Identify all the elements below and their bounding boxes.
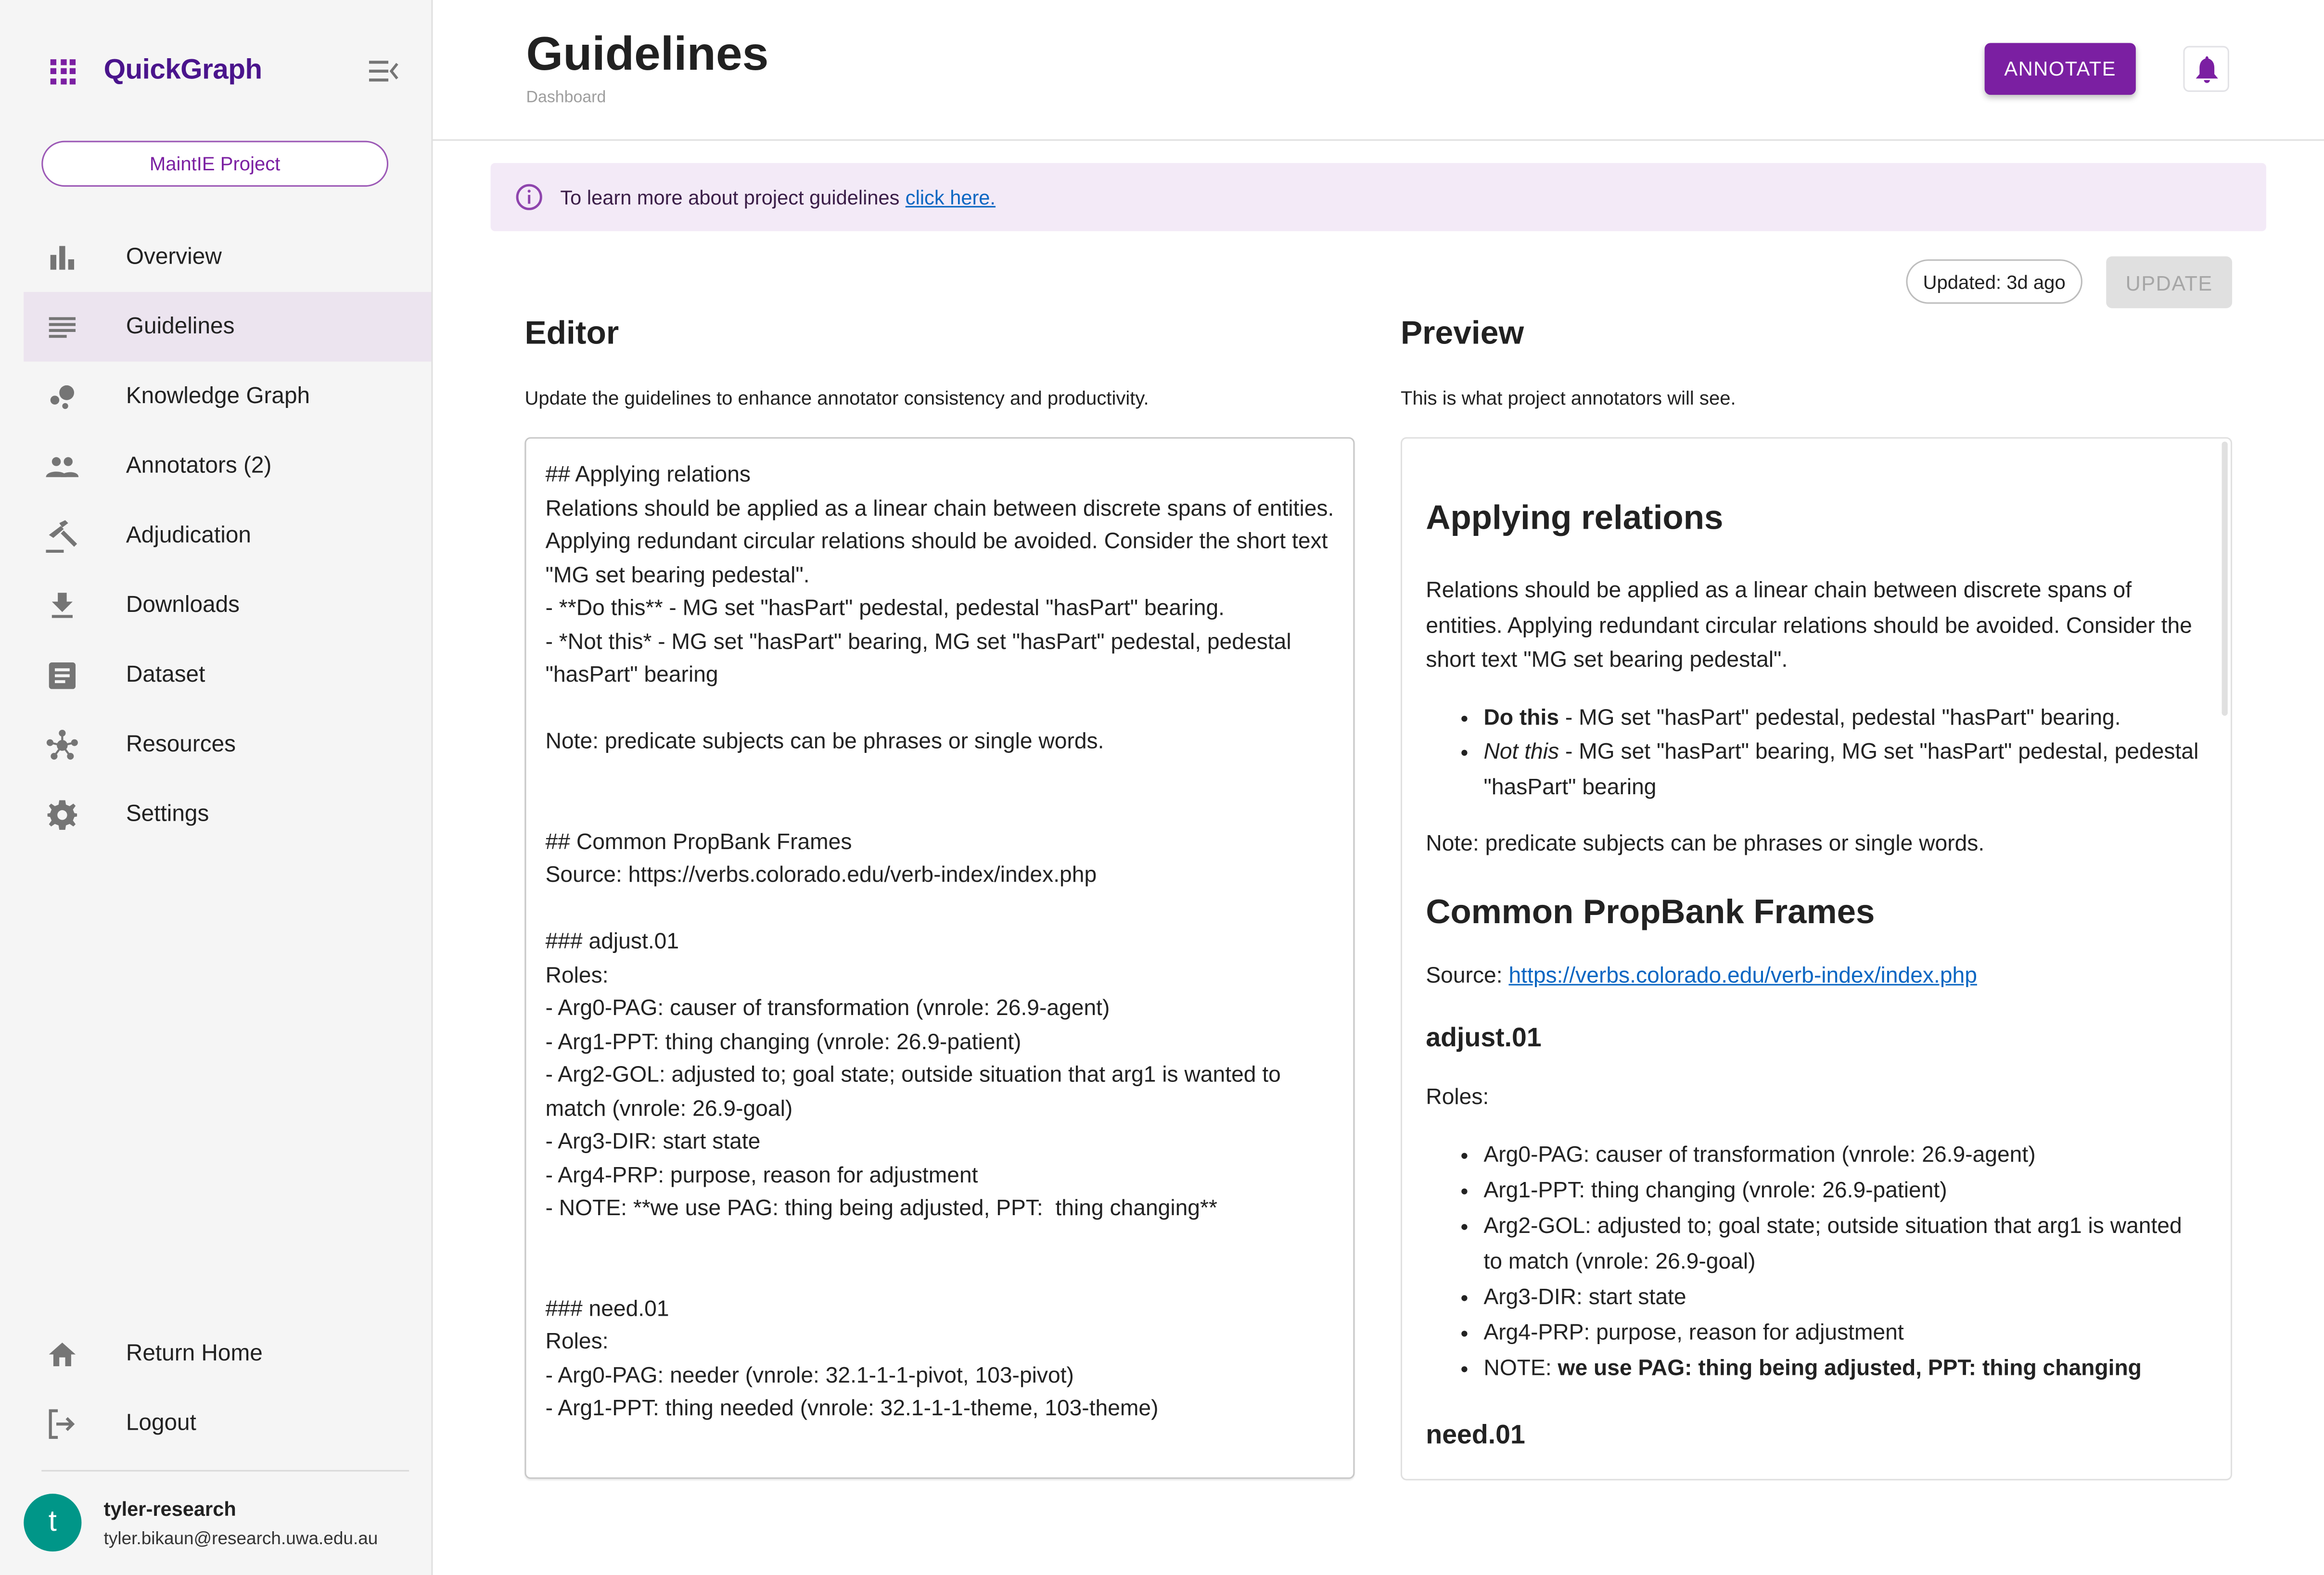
sidebar-item-return-home[interactable]: Return Home [24, 1319, 431, 1389]
sidebar-item-settings[interactable]: Settings [24, 779, 431, 849]
sidebar-divider [41, 1470, 409, 1472]
collapse-sidebar-icon[interactable] [368, 56, 400, 86]
people-icon [46, 450, 78, 483]
preview-roles-list [1426, 1137, 2204, 1386]
sidebar-item-guidelines[interactable]: Guidelines [24, 292, 431, 362]
source-link[interactable]: https://verbs.colorado.edu/verb-index/index.php [1508, 962, 1977, 988]
sidebar-item-overview[interactable]: Overview [24, 222, 431, 292]
preview-subheading: adjust.01 [1426, 1022, 1542, 1053]
sidebar-item-downloads[interactable]: Downloads [24, 571, 431, 640]
brand[interactable] [51, 49, 262, 93]
preview-list [1426, 700, 2204, 804]
home-icon [46, 1337, 78, 1370]
list-item: • Do this - MG set "hasPart" pedestal, pedestal "hasPart" bearing. [1483, 700, 2204, 735]
editor-textarea[interactable]: ## Applying relations Relations should be applied as a linear chain between discrete spans of entities. Applying redundant circular relations should be avoided. Consider the short text "MG set bearing pedestal". - **Do this** - MG set "hasPart" pedestal, pedestal "hasPart" bearing. - *Not this* - MG set "hasPart" bearing, MG set "hasPart" pedestal, pedestal "hasPart" bearing Note: predicate subjects can be phrases or single words. ## Common PropBank Frames Source: https://verbs.colorado.edu/verb-index/index.php ### adjust.01 Roles: - Arg0-PAG: causer of transformation (vnrole: 26.9-agent) - Arg1-PPT: thing changing (vnrole: 26.9-patient) - Arg2-GOL: adjusted to; goal state; outside situation that arg1 is wanted to match (vnrole: 26.9-goal) - Arg3-DIR: start state - Arg4-PRP: purpose, reason for adjustment - NOTE: **we use PAG: thing being adjusted, PPT: thing changing** ### need.01 Roles: - Arg0-PAG: needer (vnrole: 32.1-1-1-pivot, 103-pivot) - Arg1-PPT: thing needed (vnrole: 32.1-1-1-theme, 103-theme) [545, 462, 1334, 1422]
sidebar-item-knowledge-graph[interactable]: Knowledge Graph [24, 362, 431, 432]
info-banner [491, 163, 2266, 231]
download-icon [46, 589, 78, 622]
editor-subtitle: Update the guidelines to enhance annotator consistency and productivity. [524, 386, 1149, 409]
sidebar-item-logout[interactable]: Logout [24, 1388, 431, 1458]
page-title: Guidelines [526, 26, 769, 80]
list-item: • Arg4-PRP: purpose, reason for adjustment [1483, 1315, 2204, 1351]
sidebar-item-dataset[interactable]: Dataset [24, 640, 431, 710]
updated-chip: Updated: 3d ago [1906, 259, 2082, 304]
breadcrumb: Dashboard [526, 89, 606, 107]
guidelines-help-link[interactable]: click here. [905, 186, 996, 208]
page-header [433, 0, 2324, 141]
preview-paragraph: Relations should be applied as a linear chain between discrete spans of entities. Applying redundant circular relations should be avoided. Consider the short text "MG set bearing pedestal". [1426, 578, 2192, 673]
list-item: • Arg1-PPT: thing changing (vnrole: 26.9-patient) [1483, 1173, 2204, 1208]
project-button[interactable]: MaintIE Project [41, 141, 388, 187]
list-item: • Arg2-GOL: adjusted to; goal state; outside situation that arg1 is wanted to match (vnrole: 26.9-goal) [1483, 1208, 2204, 1280]
user-email: tyler.bikaun@research.uwa.edu.au [103, 1527, 378, 1548]
preview-heading: Applying relations [1426, 498, 1724, 537]
info-icon [516, 184, 542, 210]
logout-icon [46, 1407, 78, 1440]
preview-title: Preview [1400, 314, 1524, 352]
list-item: • NOTE: we use PAG: thing being adjusted, PPT: thing changing [1483, 1351, 2204, 1386]
gear-icon [46, 798, 78, 831]
annotate-button[interactable]: ANNOTATE [1985, 43, 2136, 95]
preview-subheading: need.01 [1426, 1419, 1525, 1449]
avatar: t [24, 1494, 81, 1551]
app-name: QuickGraph [103, 54, 262, 86]
notifications-button[interactable] [2183, 46, 2229, 91]
sidebar [0, 0, 433, 1575]
user-name: tyler-research [103, 1497, 236, 1520]
preview-note: Note: predicate subjects can be phrases or single words. [1426, 831, 1985, 857]
sidebar-item-resources[interactable]: Resources [24, 710, 431, 780]
sidebar-item-adjudication[interactable]: Adjudication [24, 501, 431, 571]
notes-icon [46, 310, 78, 343]
preview-scrollbar[interactable] [2222, 442, 2228, 716]
preview-roles-label: Roles: [1426, 1084, 1489, 1110]
list-item: • Arg0-PAG: causer of transformation (vnrole: 26.9-agent) [1483, 1137, 2204, 1173]
banner-text: To learn more about project guidelines click here. [560, 186, 996, 208]
bell-icon [2195, 56, 2218, 82]
article-icon [46, 659, 78, 691]
sidebar-item-annotators[interactable]: Annotators (2) [24, 431, 431, 501]
list-item: • Not this - MG set "hasPart" bearing, MG set "hasPart" pedestal, pedestal "hasPart" bearing [1483, 735, 2204, 805]
apps-grid-icon [51, 59, 76, 84]
hub-icon [46, 728, 78, 761]
preview-subtitle: This is what project annotators will see. [1400, 386, 1736, 409]
editor-title: Editor [524, 314, 619, 352]
update-button[interactable]: UPDATE [2106, 256, 2232, 308]
gavel-icon [46, 520, 78, 552]
sidebar-bottom-nav [24, 1319, 431, 1459]
guidelines-preview [1401, 437, 2232, 1481]
bar-chart-icon [46, 241, 78, 274]
preview-heading: Common PropBank Frames [1426, 891, 1875, 930]
bubble-chart-icon [46, 380, 78, 413]
sidebar-nav [24, 222, 431, 849]
guidelines-editor[interactable] [524, 437, 1354, 1479]
user-profile[interactable] [24, 1494, 378, 1551]
list-item: • Arg3-DIR: start state [1483, 1280, 2204, 1315]
preview-content [1426, 439, 2204, 1451]
preview-source: Source: https://verbs.colorado.edu/verb-index/index.php [1426, 962, 1977, 988]
